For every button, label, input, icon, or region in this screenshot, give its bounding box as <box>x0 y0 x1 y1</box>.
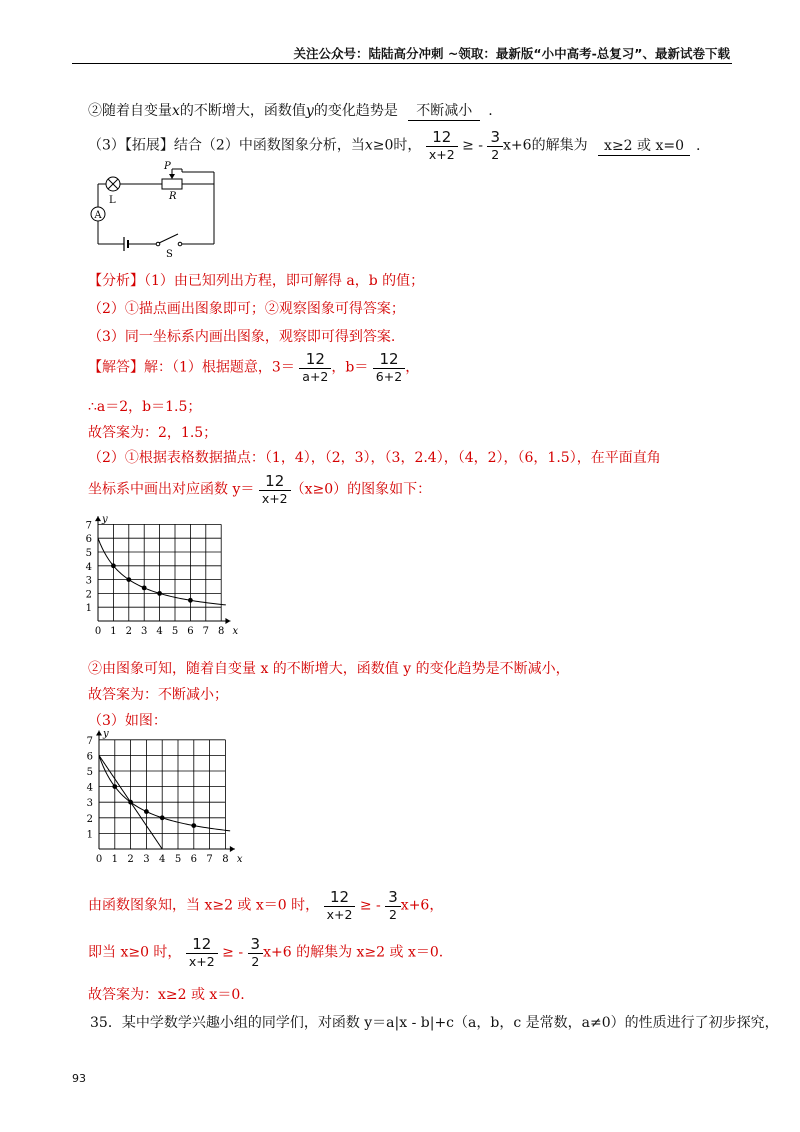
solution-fraction-b: $\frac{12}{6+2}$ <box>373 350 405 385</box>
q2-x: x <box>172 103 180 119</box>
data-point <box>191 823 196 828</box>
q3-geq: ≥ - <box>462 137 484 154</box>
label-L: L <box>109 195 116 206</box>
y-tick-label: 7 <box>86 735 93 747</box>
solution-line-6: ②由图象可知，随着自变量 x 的不断增大，函数值 y 的变化趋势是不断减小， <box>88 661 570 677</box>
analysis-line-2: （2）①描点画出图象即可；②观察图象可得答案； <box>88 301 405 317</box>
y-axis-arrow <box>95 516 101 521</box>
data-point <box>144 809 149 814</box>
y-tick-label: 6 <box>85 534 92 546</box>
switch-icon <box>156 234 182 246</box>
x-axis-label: x <box>232 626 239 637</box>
solution-line-10: 即当 x≥0 时， $\frac{12}{x+2}$ ≥ - $\frac{3}{2}$ x+6 的解集为 x≥2 或 x＝0. <box>88 935 444 969</box>
q2-mid: 的不断增大，函数值 <box>179 103 306 119</box>
analysis-line-1: 【分析】（1）由已知列出方程，即可解得 a，b 的值； <box>88 273 425 289</box>
x-axis-arrow <box>230 846 235 852</box>
q2-prefix: ②随着自变量 <box>88 103 172 119</box>
solution-line-8: （3）如图： <box>88 713 167 729</box>
solution-fraction-f: $\frac{12}{x+2}$ <box>186 935 218 970</box>
x-tick-label: 5 <box>174 854 182 865</box>
x-tick-label: 0 <box>95 854 103 865</box>
q3-end: . <box>696 137 701 154</box>
x-tick-label: 5 <box>171 626 179 637</box>
data-point <box>188 598 193 603</box>
y-tick-label: 5 <box>86 767 93 778</box>
q2-answer: 不断减小 <box>408 100 480 121</box>
series-curve <box>98 538 226 605</box>
x-tick-label: 4 <box>159 854 166 865</box>
label-P: P <box>164 161 171 172</box>
y-tick-label: 2 <box>85 589 92 601</box>
label-R: R <box>169 191 177 202</box>
data-point <box>111 563 116 568</box>
page-header: 关注公众号：陆陆高分冲刺 ~领取：最新版“小中高考-总复习”、最新试卷下载 <box>293 46 730 61</box>
solution-fraction-a: $\frac{12}{a+2}$ <box>299 350 331 385</box>
q3-prefix: （3）【拓展】结合（2）中函数图象分析，当 <box>88 137 365 154</box>
data-point <box>128 800 133 805</box>
data-point <box>142 585 147 590</box>
q2-suffix: 的变化趋势是 <box>313 103 398 119</box>
svg-text:A: A <box>94 210 102 221</box>
y-tick-label: 6 <box>86 751 93 763</box>
y-tick-label: 7 <box>85 520 92 532</box>
x-tick-label: 6 <box>190 854 197 865</box>
q2-y: y <box>305 103 314 119</box>
lamp-icon <box>98 177 120 191</box>
header-rule <box>72 63 732 64</box>
x-tick-label: 4 <box>156 626 163 637</box>
y-tick-label: 3 <box>85 575 92 587</box>
solution-line-11: 故答案为：x≥2 或 x＝0. <box>88 987 245 1003</box>
x-axis-arrow <box>225 618 230 624</box>
q3-x: x <box>364 137 373 154</box>
solution-line-2: ∴a＝2，b＝1.5； <box>88 399 202 415</box>
solution-fraction-c: $\frac{12}{x+2}$ <box>259 472 291 507</box>
ammeter-icon <box>91 207 105 221</box>
data-point <box>112 784 117 789</box>
y-axis-label: y <box>102 514 108 526</box>
q3-fraction-2: $\frac{3}{2}$ <box>487 128 503 163</box>
x-tick-label: 6 <box>187 626 194 637</box>
x-tick-label: 3 <box>141 626 148 637</box>
solution-line-5: 坐标系中画出对应函数 y＝ $\frac{12}{x+2}$ （x≥0）的图象如下： <box>88 472 432 506</box>
y-tick-label: 5 <box>85 548 92 559</box>
solution-line-9: 由函数图象知，当 x≥2 或 x＝0 时， $\frac{12}{x+2}$ ≥ - $\frac{3}{2}$ x+6， <box>88 888 444 922</box>
q2-part2-line <box>88 100 493 121</box>
q3-fraction: $\frac{12}{x+2}$ <box>426 128 458 163</box>
data-point <box>157 591 162 596</box>
x-tick-label: 2 <box>127 854 134 865</box>
battery-icon <box>124 237 128 251</box>
q2-end: . <box>488 103 493 119</box>
solution-line-3: 故答案为：2，1.5； <box>88 425 218 441</box>
y-axis-label: y <box>103 728 109 740</box>
analysis-line-3: （3）同一坐标系内画出图象，观察即可得到答案. <box>88 329 396 345</box>
y-tick-label: 4 <box>85 561 92 573</box>
circuit-diagram <box>86 161 226 260</box>
x-tick-label: 1 <box>111 854 118 865</box>
x-tick-label: 8 <box>222 854 229 865</box>
solution-fraction-g: $\frac{3}{2}$ <box>248 935 264 970</box>
data-point <box>126 577 131 582</box>
y-tick-label: 4 <box>86 782 93 794</box>
page-number: 93 <box>72 1072 86 1085</box>
q3-tail: x+6的解集为 <box>503 137 588 154</box>
chart-intersection <box>84 728 269 880</box>
x-tick-label: 0 <box>94 626 102 637</box>
x-axis-label: x <box>236 854 243 865</box>
series-curve <box>99 755 230 830</box>
question-35: 35．某中学数学兴趣小组的同学们，对函数 y＝a|x - b|+c（a，b，c 是常数，a≠0）的性质进行了初步探究， <box>90 1015 779 1031</box>
y-tick-label: 2 <box>86 813 93 825</box>
y-tick-label: 1 <box>85 603 92 615</box>
data-point <box>160 815 165 820</box>
solution-line-4: （2）①根据表格数据描点：（1，4），（2，3），（3，2.4），（4，2），（6，1.5），在平面直角 <box>88 450 661 466</box>
x-tick-label: 2 <box>125 626 132 637</box>
x-tick-label: 7 <box>206 854 213 865</box>
solution-fraction-d: $\frac{12}{x+2}$ <box>324 888 356 923</box>
solution-line-1: 【解答】解：（1）根据题意，3＝ $\frac{12}{a+2}$ ，b＝ $\frac{12}{6+2}$ ， <box>88 350 420 384</box>
x-tick-label: 3 <box>143 854 150 865</box>
solution-fraction-e: $\frac{3}{2}$ <box>385 888 401 923</box>
q3-cond: ≥0时， <box>372 137 422 154</box>
x-tick-label: 7 <box>202 626 209 637</box>
y-tick-label: 1 <box>86 829 93 841</box>
x-tick-label: 1 <box>110 626 117 637</box>
q3-line <box>88 128 700 163</box>
q3-answer: x≥2 或 x=0 <box>598 135 690 156</box>
x-tick-label: 8 <box>218 626 225 637</box>
label-S: S <box>166 249 173 260</box>
chart-reciprocal-function <box>84 515 254 650</box>
solution-line-7: 故答案为：不断减小； <box>88 687 228 703</box>
y-tick-label: 3 <box>86 798 93 810</box>
rheostat-icon <box>162 169 182 189</box>
y-axis-arrow <box>96 730 102 735</box>
